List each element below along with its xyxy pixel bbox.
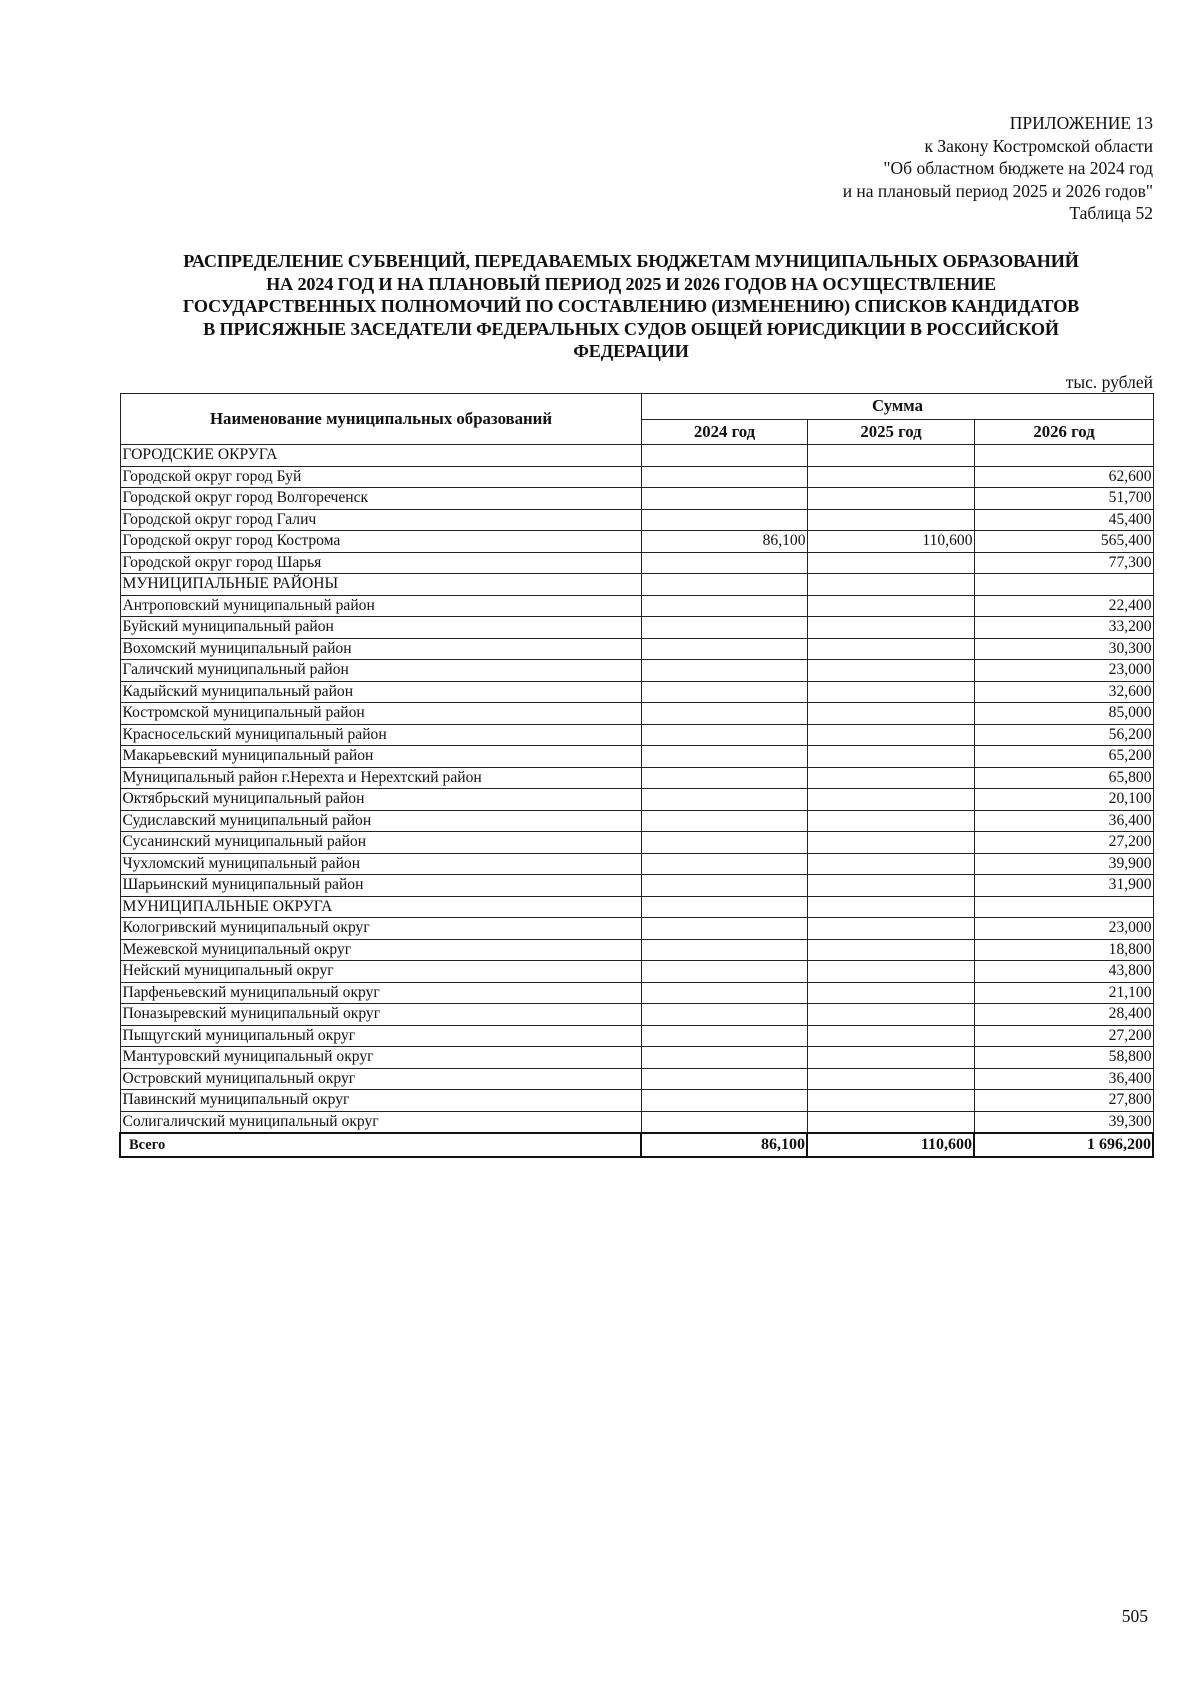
value-2025 [807, 1111, 974, 1133]
value-2026: 31,900 [974, 875, 1153, 897]
table-row [120, 531, 1153, 553]
value-2024 [641, 896, 807, 918]
value-2026: 23,000 [974, 918, 1153, 940]
value-2025 [807, 746, 974, 768]
value-2025 [807, 1090, 974, 1112]
table-row [120, 939, 1153, 961]
value-2025 [807, 703, 974, 725]
value-2025 [807, 1047, 974, 1069]
value-2024 [641, 724, 807, 746]
table-row [120, 810, 1153, 832]
value-2025 [807, 466, 974, 488]
total-2026: 1 696,200 [974, 1133, 1153, 1157]
title-line: В ПРИСЯЖНЫЕ ЗАСЕДАТЕЛИ ФЕДЕРАЛЬНЫХ СУДОВ ОБЩЕЙ ЮРИСДИКЦИИ В РОССИЙСКОЙ [203, 318, 1059, 339]
row-name: Кадыйский муниципальный район [120, 681, 641, 703]
value-2026: 32,600 [974, 681, 1153, 703]
value-2026 [974, 574, 1153, 596]
row-name: Макарьевский муниципальный район [120, 746, 641, 768]
total-2024: 86,100 [641, 1133, 807, 1157]
row-name: ГОРОДСКИЕ ОКРУГА [120, 445, 641, 467]
value-2025 [807, 595, 974, 617]
value-2025 [807, 660, 974, 682]
value-2026: 36,400 [974, 1068, 1153, 1090]
table-row [120, 1004, 1153, 1026]
value-2025 [807, 681, 974, 703]
value-2025 [807, 445, 974, 467]
value-2024 [641, 789, 807, 811]
table-row [120, 660, 1153, 682]
row-name: Городской округ город Галич [120, 509, 641, 531]
value-2024 [641, 595, 807, 617]
value-2025 [807, 896, 974, 918]
row-name: Нейский муниципальный округ [120, 961, 641, 983]
value-2025 [807, 509, 974, 531]
value-2026: 65,800 [974, 767, 1153, 789]
table-row [120, 509, 1153, 531]
value-2024 [641, 1004, 807, 1026]
table-row [120, 961, 1153, 983]
table-row [120, 746, 1153, 768]
value-2024 [641, 939, 807, 961]
row-name: Городской округ город Волгореченск [120, 488, 641, 510]
row-name: Муниципальный район г.Нерехта и Нерехтский район [120, 767, 641, 789]
row-name: Судиславский муниципальный район [120, 810, 641, 832]
table-row [120, 1068, 1153, 1090]
appendix-header [553, 112, 1153, 225]
row-name: Городской округ город Буй [120, 466, 641, 488]
value-2026: 27,200 [974, 832, 1153, 854]
value-2026: 62,600 [974, 466, 1153, 488]
value-2025 [807, 982, 974, 1004]
row-name: Островский муниципальный округ [120, 1068, 641, 1090]
row-name: Мантуровский муниципальный округ [120, 1047, 641, 1069]
table-row [120, 1025, 1153, 1047]
value-2026: 39,900 [974, 853, 1153, 875]
table-row [120, 552, 1153, 574]
table-row [120, 595, 1153, 617]
table-row [120, 832, 1153, 854]
table-body [120, 445, 1153, 1158]
row-name: Антроповский муниципальный район [120, 595, 641, 617]
page-number: 505 [1121, 1606, 1148, 1626]
value-2026: 56,200 [974, 724, 1153, 746]
document-title [110, 250, 1152, 363]
row-name: Солигаличский муниципальный округ [120, 1111, 641, 1133]
row-name: Чухломский муниципальный район [120, 853, 641, 875]
row-name: Красносельский муниципальный район [120, 724, 641, 746]
column-header-2025: 2025 год [807, 419, 974, 445]
value-2026: 565,400 [974, 531, 1153, 553]
column-header-sum: Сумма [641, 394, 1153, 420]
appendix-law-title-cont: и на плановый период 2025 и 2026 годов" [842, 180, 1153, 201]
table-row [120, 466, 1153, 488]
value-2026: 51,700 [974, 488, 1153, 510]
table-row [120, 724, 1153, 746]
value-2026: 43,800 [974, 961, 1153, 983]
table-number: Таблица 52 [1069, 203, 1153, 224]
table-row [120, 982, 1153, 1004]
table-row [120, 638, 1153, 660]
value-2025 [807, 939, 974, 961]
value-2024 [641, 1068, 807, 1090]
title-line: РАСПРЕДЕЛЕНИЕ СУБВЕНЦИЙ, ПЕРЕДАВАЕМЫХ БЮДЖЕТАМ МУНИЦИПАЛЬНЫХ ОБРАЗОВАНИЙ [183, 251, 1079, 271]
total-2025: 110,600 [807, 1133, 974, 1157]
table-row [120, 681, 1153, 703]
row-name: Вохомский муниципальный район [120, 638, 641, 660]
appendix-number: ПРИЛОЖЕНИЕ 13 [1009, 113, 1153, 133]
value-2026: 23,000 [974, 660, 1153, 682]
table-row [120, 896, 1153, 918]
value-2026: 58,800 [974, 1047, 1153, 1069]
value-2025 [807, 488, 974, 510]
row-name: Городской округ город Кострома [120, 531, 641, 553]
subvention-table [119, 393, 1154, 1158]
value-2025 [807, 617, 974, 639]
value-2025 [807, 1025, 974, 1047]
value-2026: 45,400 [974, 509, 1153, 531]
value-2025 [807, 767, 974, 789]
row-name: МУНИЦИПАЛЬНЫЕ РАЙОНЫ [120, 574, 641, 596]
total-row [120, 1133, 1153, 1157]
value-2026: 18,800 [974, 939, 1153, 961]
row-name: Буйский муниципальный район [120, 617, 641, 639]
table-row [120, 617, 1153, 639]
value-2025 [807, 638, 974, 660]
value-2025 [807, 552, 974, 574]
column-header-2024: 2024 год [641, 419, 807, 445]
row-name: Кологривский муниципальный округ [120, 918, 641, 940]
table-row [120, 853, 1153, 875]
appendix-law: к Закону Костромской области [924, 135, 1153, 156]
value-2026: 65,200 [974, 746, 1153, 768]
value-2024 [641, 1090, 807, 1112]
table-row [120, 1047, 1153, 1069]
row-name: Галичский муниципальный район [120, 660, 641, 682]
value-2025 [807, 961, 974, 983]
value-2026: 20,100 [974, 789, 1153, 811]
value-2026 [974, 445, 1153, 467]
value-2026 [974, 896, 1153, 918]
value-2025 [807, 853, 974, 875]
value-2026: 22,400 [974, 595, 1153, 617]
table-row [120, 574, 1153, 596]
value-2024 [641, 681, 807, 703]
column-header-name: Наименование муниципальных образований [120, 394, 641, 445]
value-2024 [641, 617, 807, 639]
value-2025 [807, 1004, 974, 1026]
row-name: Сусанинский муниципальный район [120, 832, 641, 854]
value-2024 [641, 875, 807, 897]
value-2024 [641, 853, 807, 875]
value-2024 [641, 638, 807, 660]
title-line: ФЕДЕРАЦИИ [573, 341, 689, 361]
value-2024 [641, 810, 807, 832]
value-2026: 39,300 [974, 1111, 1153, 1133]
units-label: тыс. рублей [1065, 372, 1153, 392]
table-row [120, 1090, 1153, 1112]
row-name: МУНИЦИПАЛЬНЫЕ ОКРУГА [120, 896, 641, 918]
column-header-2026: 2026 год [974, 419, 1153, 445]
row-name: Городской округ город Шарья [120, 552, 641, 574]
value-2026: 36,400 [974, 810, 1153, 832]
table-row [120, 1111, 1153, 1133]
table-row [120, 445, 1153, 467]
table-row [120, 703, 1153, 725]
value-2025 [807, 1068, 974, 1090]
table-row [120, 767, 1153, 789]
value-2026: 27,200 [974, 1025, 1153, 1047]
value-2026: 27,800 [974, 1090, 1153, 1112]
title-line: ГОСУДАРСТВЕННЫХ ПОЛНОМОЧИЙ ПО СОСТАВЛЕНИЮ (ИЗМЕНЕНИЮ) СПИСКОВ КАНДИДАТОВ [182, 296, 1080, 316]
appendix-law-title: "Об областном бюджете на 2024 год [883, 158, 1153, 179]
value-2024 [641, 574, 807, 596]
value-2024 [641, 767, 807, 789]
value-2025: 110,600 [807, 531, 974, 553]
value-2024 [641, 552, 807, 574]
value-2024 [641, 982, 807, 1004]
value-2026: 30,300 [974, 638, 1153, 660]
value-2025 [807, 810, 974, 832]
value-2026: 28,400 [974, 1004, 1153, 1026]
value-2024 [641, 918, 807, 940]
value-2024 [641, 466, 807, 488]
value-2025 [807, 724, 974, 746]
total-label: Всего [120, 1133, 641, 1157]
value-2024 [641, 746, 807, 768]
value-2024 [641, 961, 807, 983]
value-2024 [641, 445, 807, 467]
value-2025 [807, 789, 974, 811]
row-name: Межевской муниципальный округ [120, 939, 641, 961]
value-2024 [641, 1111, 807, 1133]
value-2026: 21,100 [974, 982, 1153, 1004]
row-name: Пыщугский муниципальный округ [120, 1025, 641, 1047]
row-name: Костромской муниципальный район [120, 703, 641, 725]
value-2025 [807, 574, 974, 596]
value-2026: 33,200 [974, 617, 1153, 639]
value-2024 [641, 1047, 807, 1069]
value-2024 [641, 509, 807, 531]
value-2024: 86,100 [641, 531, 807, 553]
title-line: НА 2024 ГОД И НА ПЛАНОВЫЙ ПЕРИОД 2025 И 2026 ГОДОВ НА ОСУЩЕСТВЛЕНИЕ [266, 273, 996, 294]
table-row [120, 918, 1153, 940]
table-row [120, 488, 1153, 510]
row-name: Павинский муниципальный округ [120, 1090, 641, 1112]
value-2026: 85,000 [974, 703, 1153, 725]
value-2024 [641, 660, 807, 682]
value-2026: 77,300 [974, 552, 1153, 574]
row-name: Октябрьский муниципальный район [120, 789, 641, 811]
value-2025 [807, 875, 974, 897]
row-name: Парфеньевский муниципальный округ [120, 982, 641, 1004]
table-row [120, 789, 1153, 811]
value-2024 [641, 1025, 807, 1047]
value-2025 [807, 832, 974, 854]
row-name: Поназыревский муниципальный округ [120, 1004, 641, 1026]
table-row [120, 875, 1153, 897]
value-2024 [641, 703, 807, 725]
value-2024 [641, 488, 807, 510]
row-name: Шарьинский муниципальный район [120, 875, 641, 897]
value-2024 [641, 832, 807, 854]
value-2025 [807, 918, 974, 940]
